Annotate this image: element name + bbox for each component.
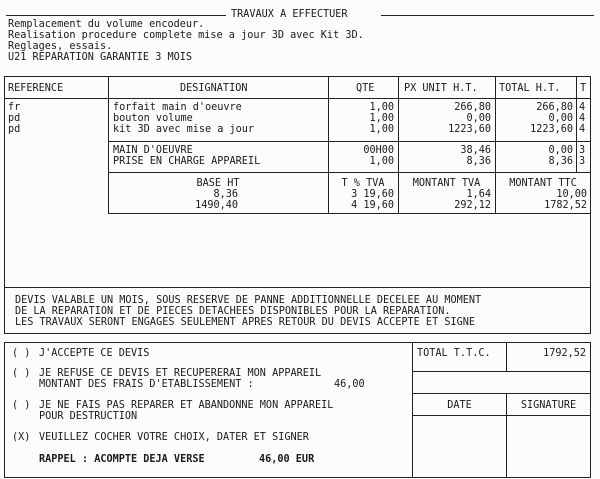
total-ttc-label: TOTAL T.T.C. — [417, 348, 491, 359]
row-qte: 1,00 — [369, 156, 394, 167]
tax-header-rate: T % TVA — [341, 178, 385, 189]
refuse-label-1: JE REFUSE CE DEVIS ET RECUPERERAI MON APPAREIL — [39, 368, 322, 379]
row-total: 0,00 — [548, 145, 573, 156]
accept-label: J'ACCEPTE CE DEVIS — [39, 348, 150, 359]
tax-base: 1490,40 — [195, 200, 238, 211]
row-t: 4 — [579, 124, 586, 135]
tax-header-montant-ttc: MONTANT TTC — [509, 178, 577, 189]
row-ref: pd — [8, 124, 21, 135]
instruction-label: VEUILLEZ COCHER VOTRE CHOIX, DATER ET SIGNER — [39, 432, 309, 443]
row-designation: MAIN D'OEUVRE — [113, 145, 193, 156]
abandon-label-1: JE NE FAIS PAS REPARER ET ABANDONNE MON APPAREIL — [39, 400, 334, 411]
header-designation: DESIGNATION — [180, 83, 248, 94]
row-designation: bouton volume — [113, 113, 193, 124]
row-qte: 1,00 — [369, 102, 394, 113]
notice-line-2: DE LA REPARATION ET DE PIECES DETACHEES DISPONIBLES POUR LA REPARATION. — [15, 306, 451, 317]
row-designation: kit 3D avec mise a jour — [113, 124, 255, 135]
signature-label: SIGNATURE — [520, 400, 577, 411]
travaux-rule-right — [381, 15, 594, 16]
row-designation: PRISE EN CHARGE APPAREIL — [113, 156, 261, 167]
row-qte: 1,00 — [369, 124, 394, 135]
refuse-label-2: MONTANT DES FRAIS D'ETABLISSEMENT : — [39, 379, 254, 390]
refuse-checkbox[interactable]: ( ) — [12, 368, 31, 379]
travaux-line-1: Remplacement du volume encodeur. — [8, 19, 205, 30]
accept-checkbox[interactable]: ( ) — [12, 348, 31, 359]
tax-header-base: BASE HT — [196, 178, 240, 189]
row-ref: fr — [8, 102, 21, 113]
row-t: 3 — [579, 156, 586, 167]
notice-line-3: LES TRAVAUX SERONT ENGAGES SEULEMENT APRES RETOUR DU DEVIS ACCEPTE ET SIGNE — [15, 317, 476, 328]
travaux-line-2: Realisation procedure complete mise a jour 3D avec Kit 3D. — [8, 30, 364, 41]
header-reference: REFERENCE — [8, 83, 64, 94]
total-ttc-value: 1792,52 — [543, 348, 586, 359]
header-qte: QTE — [356, 83, 375, 94]
travaux-line-4: U21 REPARATION GARANTIE 3 MOIS — [8, 52, 193, 63]
row-ref: pd — [8, 113, 21, 124]
row-qte: 1,00 — [369, 113, 394, 124]
row-px: 266,80 — [454, 102, 491, 113]
row-total: 1223,60 — [530, 124, 573, 135]
tax-rate: 3 19,60 — [351, 189, 394, 200]
row-px: 1223,60 — [448, 124, 491, 135]
tax-montant-ttc: 10,00 — [556, 189, 587, 200]
row-t: 4 — [579, 113, 586, 124]
notice-line-1: DEVIS VALABLE UN MOIS, SOUS RESERVE DE PANNE ADDITIONNELLE DECELEE AU MOMENT — [15, 295, 482, 306]
travaux-rule-left — [6, 15, 226, 16]
header-t: T — [580, 83, 587, 94]
refuse-amount: 46,00 — [334, 379, 365, 390]
row-qte: 00H00 — [363, 145, 394, 156]
row-px: 0,00 — [466, 113, 491, 124]
tax-montant-tva: 1,64 — [466, 189, 491, 200]
row-t: 3 — [579, 145, 586, 156]
tax-base: 8,36 — [213, 189, 238, 200]
rappel-amount: 46,00 EUR — [259, 454, 315, 465]
instruction-checkbox[interactable]: (X) — [12, 432, 31, 443]
date-label: DATE — [447, 400, 472, 411]
row-designation: forfait main d'oeuvre — [113, 102, 242, 113]
row-total: 266,80 — [536, 102, 573, 113]
row-total: 0,00 — [548, 113, 573, 124]
abandon-label-2: POUR DESTRUCTION — [39, 411, 138, 422]
row-t: 4 — [579, 102, 586, 113]
tax-montant-ttc: 1782,52 — [544, 200, 587, 211]
tax-montant-tva: 292,12 — [454, 200, 491, 211]
travaux-line-3: Reglages, essais. — [8, 41, 113, 52]
tax-header-montant-tva: MONTANT TVA — [412, 178, 481, 189]
header-px-unit: PX UNIT H.T. — [404, 83, 478, 94]
header-total: TOTAL H.T. — [499, 83, 561, 94]
row-px: 38,46 — [460, 145, 491, 156]
row-px: 8,36 — [466, 156, 491, 167]
abandon-checkbox[interactable]: ( ) — [12, 400, 31, 411]
row-total: 8,36 — [548, 156, 573, 167]
tax-rate: 4 19,60 — [351, 200, 394, 211]
rappel-label: RAPPEL : ACOMPTE DEJA VERSE — [39, 454, 205, 465]
travaux-title: TRAVAUX A EFFECTUER — [231, 9, 348, 20]
